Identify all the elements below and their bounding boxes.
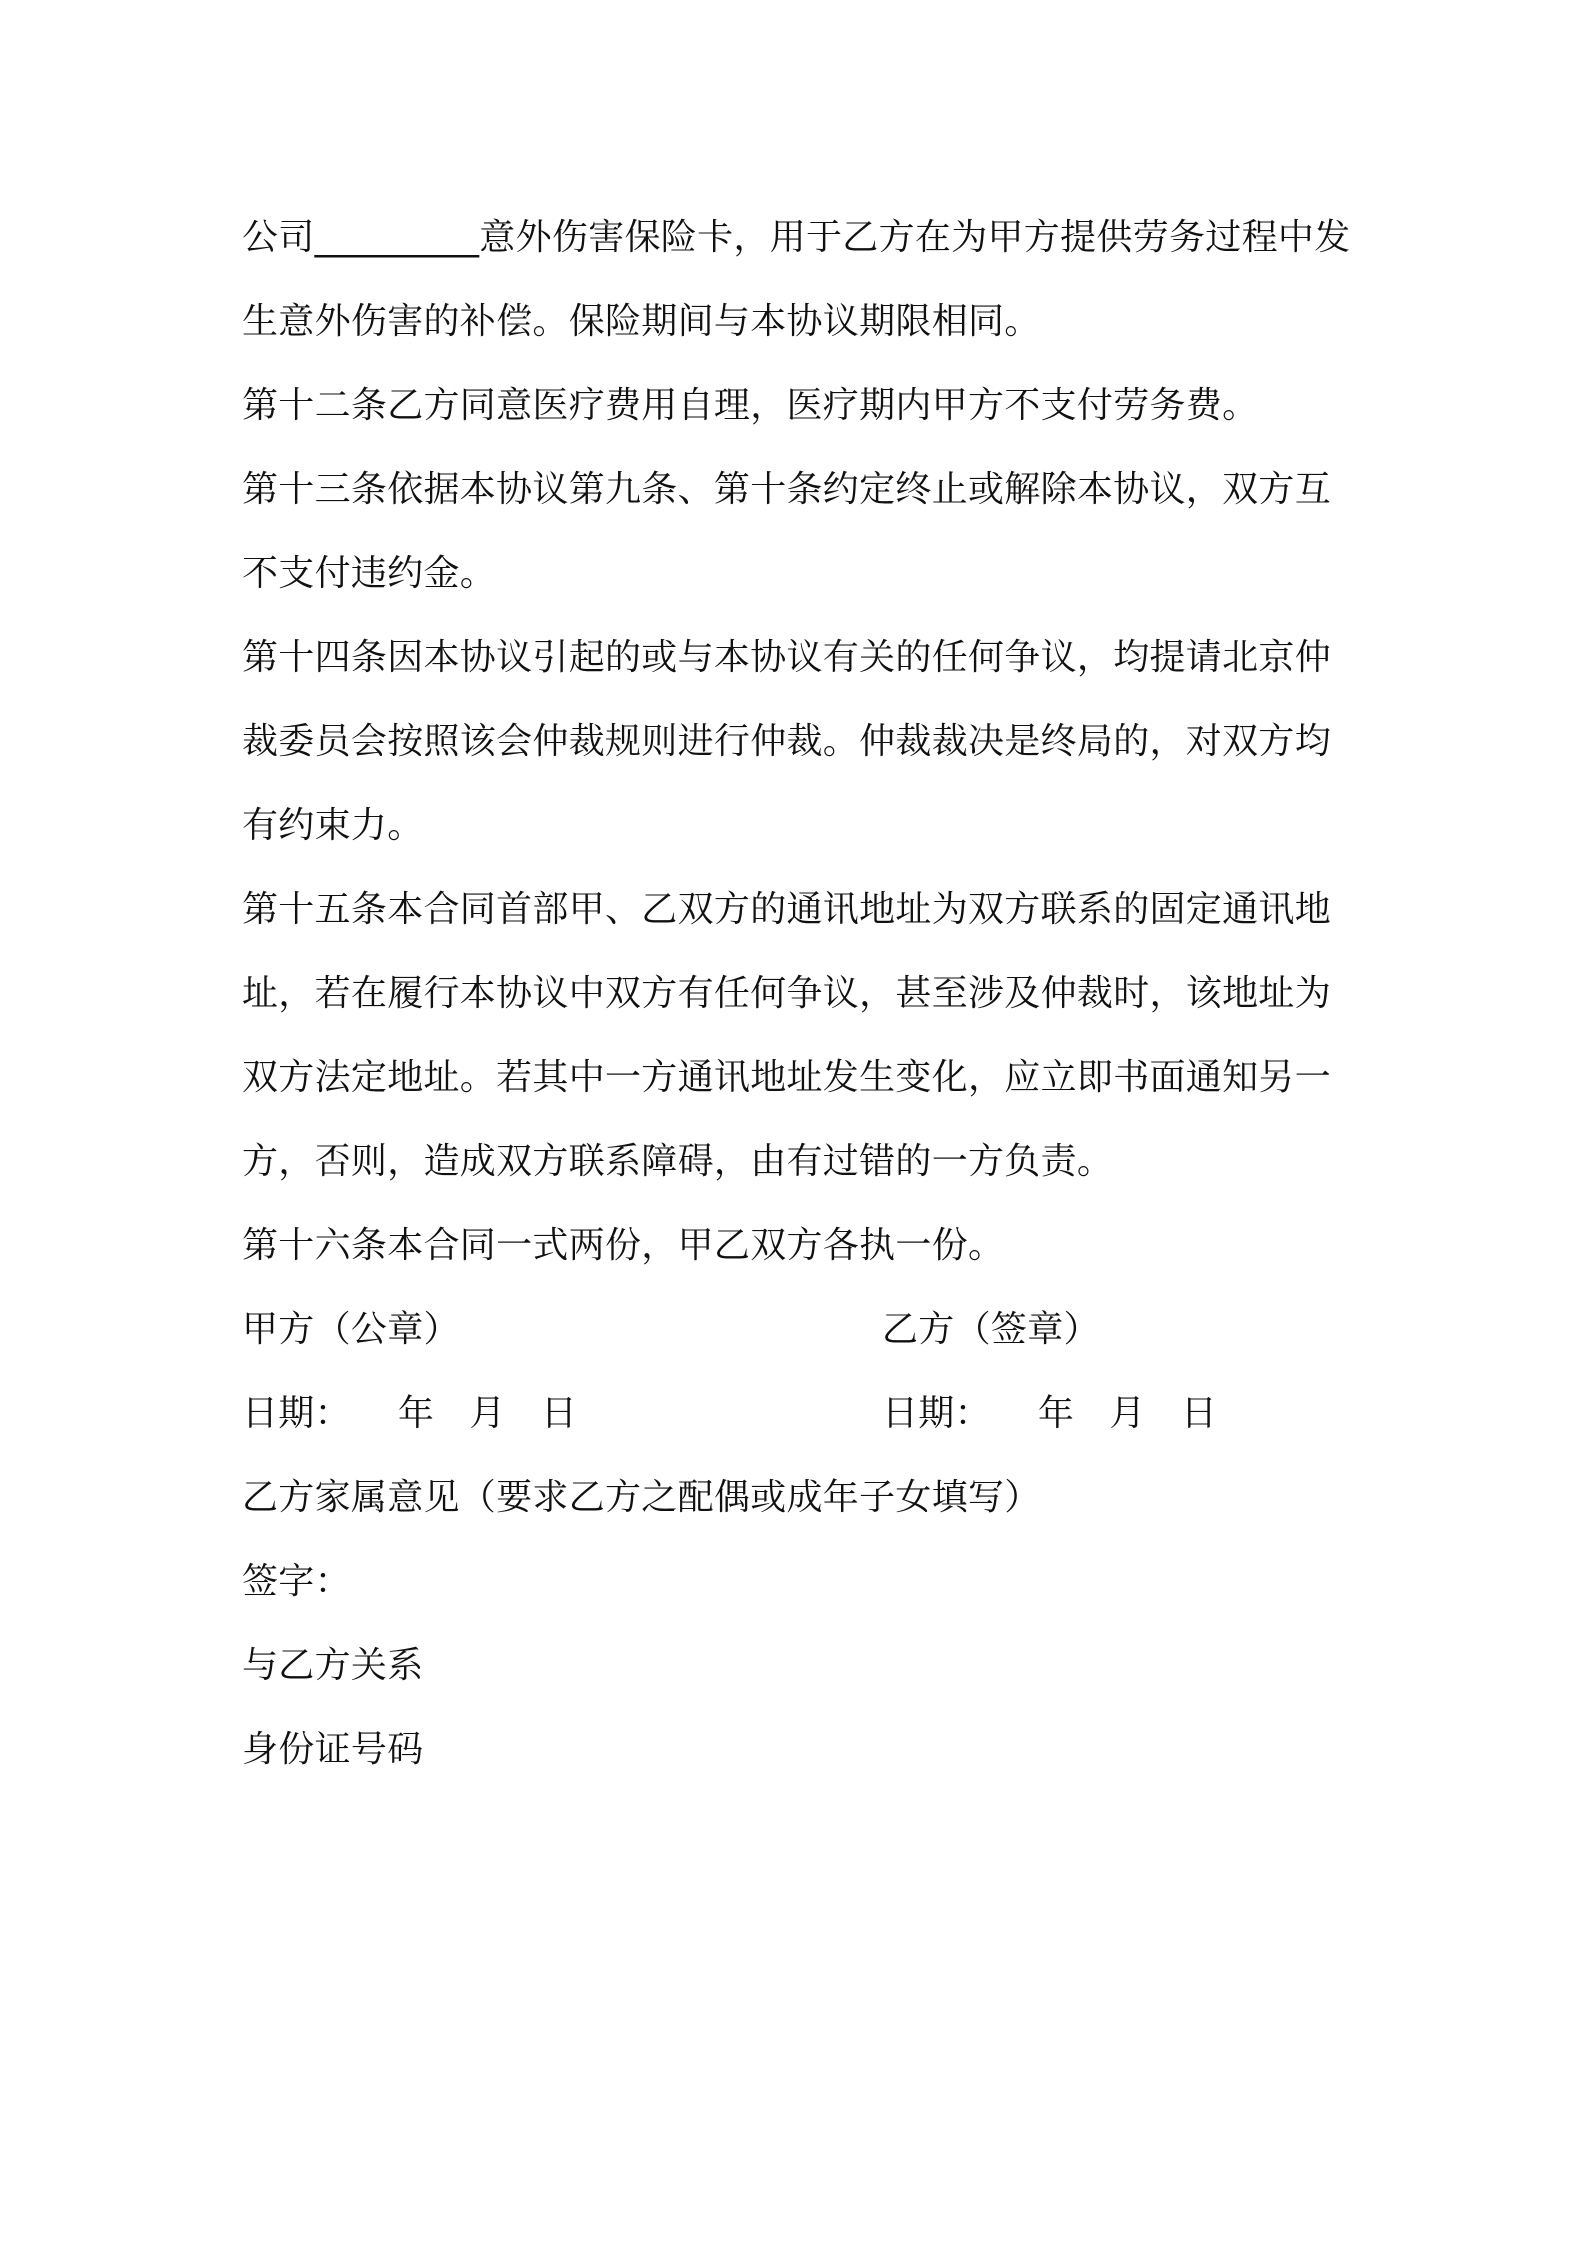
paragraph-article-13: 第十三条依据本协议第九条、第十条约定终止或解除本协议，双方互不支付违约金。 [242, 469, 1332, 594]
party-b-seal-label: 乙方（签章） [882, 1309, 1100, 1350]
family-relation-label: 与乙方关系 [242, 1645, 424, 1686]
family-opinion-label: 乙方家属意见（要求乙方之配偶或成年子女填写） [242, 1477, 1041, 1518]
party-a-seal-label: 甲方（公章） [242, 1309, 460, 1350]
paragraph-insurance: 公司_________意外伤害保险卡，用于乙方在为甲方提供劳务过程中发生意外伤害的补偿。保险期间与本协议期限相同。 [242, 217, 1351, 342]
paragraph-article-12: 第十二条乙方同意医疗费用自理，医疗期内甲方不支付劳务费。 [242, 385, 1259, 426]
paragraph-article-16: 第十六条本合同一式两份，甲乙双方各执一份。 [242, 1225, 1005, 1266]
family-id-number-label: 身份证号码 [242, 1729, 424, 1770]
seal-row [242, 1288, 1362, 1372]
date-row [242, 1372, 1362, 1456]
document-body [242, 196, 1362, 1792]
family-sign-label: 签字： [242, 1561, 351, 1602]
paragraph-article-15: 第十五条本合同首部甲、乙双方的通讯地址为双方联系的固定通讯地址，若在履行本协议中双方有任何争议，甚至涉及仲裁时，该地址为双方法定地址。若其中一方通讯地址发生变化，应立即书面通知另一方，否则，造成双方联系障碍，由有过错的一方负责。 [242, 889, 1332, 1182]
paragraph-article-14: 第十四条因本协议引起的或与本协议有关的任何争议，均提请北京仲裁委员会按照该会仲裁规则进行仲裁。仲裁裁决是终局的，对双方均有约束力。 [242, 637, 1332, 846]
party-b-date-label: 日期： 年 月 日 [882, 1393, 1218, 1434]
party-a-date-label: 日期： 年 月 日 [242, 1393, 578, 1434]
